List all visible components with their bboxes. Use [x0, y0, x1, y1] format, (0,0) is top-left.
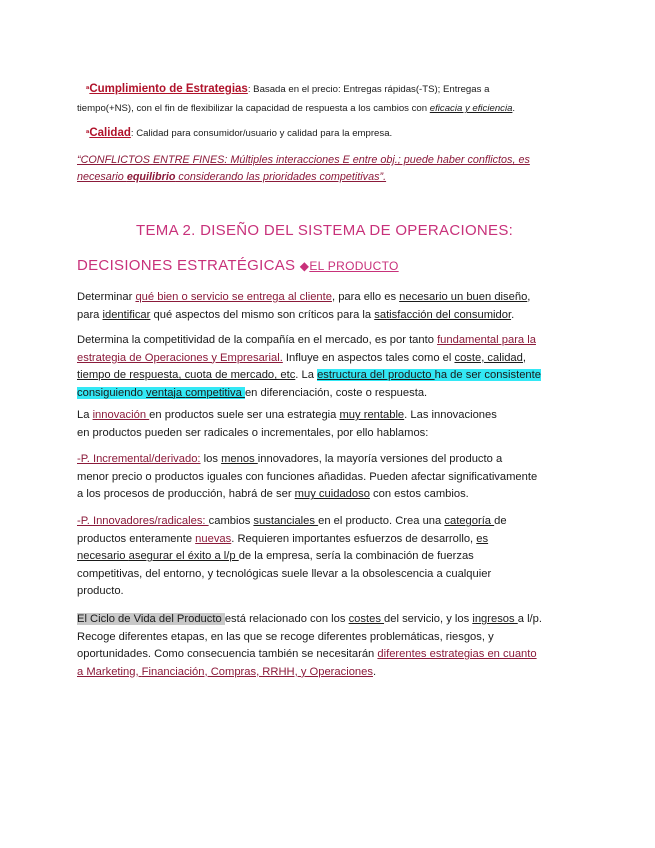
p4-b: los: [200, 453, 222, 465]
p5-line-3: [77, 548, 575, 566]
p5-e: categoría: [444, 515, 495, 527]
estrategias-paragraph: [77, 80, 595, 118]
p6-j: a Marketing,: [77, 665, 142, 678]
p6-line-1: [77, 611, 575, 629]
paragraph-3: [77, 407, 575, 442]
p1-d: necesario un buen diseño: [399, 291, 528, 303]
p5-line-1: [77, 513, 575, 531]
p6-line-4: [77, 664, 575, 682]
p5-o: competitivas, del entorno, y tecnológicas suele llevar a la obsolescencia a cualquier: [77, 567, 492, 580]
p3-line-1: [77, 407, 575, 425]
p6-f: a l/p.: [517, 613, 542, 625]
conflictos-line-2a: necesario: [77, 171, 127, 183]
estrategias-end: .: [512, 103, 516, 114]
p1-f: para: [77, 308, 103, 321]
conflictos-line-1: “CONFLICTOS ENTRE FINES: Múltiples interacciones E entre obj.; puede haber conflictos, es: [77, 154, 530, 166]
p5-m: asegurar el éxito a l/p: [128, 550, 239, 563]
diamond-icon: ◆: [299, 259, 310, 273]
p2-o: .: [424, 386, 428, 399]
p2-line-4: [77, 385, 575, 403]
p3-b: innovación: [92, 409, 150, 421]
p2-m: competitiva: [185, 386, 245, 399]
p5-d: en el producto. Crea una: [318, 515, 445, 527]
calidad-text: : Calidad para consumidor/usuario y calidad para la empresa.: [130, 128, 393, 139]
p4-c: menos: [221, 453, 258, 465]
p1-a: Determinar: [77, 291, 136, 303]
p4-a: -P. Incremental/derivado:: [77, 453, 201, 465]
paragraph-2: [77, 332, 575, 402]
calidad-paragraph: [86, 124, 575, 143]
estrategias-colon: :: [247, 84, 251, 95]
p6-k: Financiación, Compras, RRHH, y Operaciones: [141, 665, 373, 678]
p4-f: a los procesos de producción, habrá de ser: [77, 488, 295, 501]
p4-h: con estos cambios.: [369, 488, 469, 501]
p3-c: en productos suele ser una estrategia: [149, 409, 340, 421]
p5-a: -P. Innovadores/radicales:: [77, 515, 209, 527]
p6-d: del servicio, y los: [384, 613, 473, 625]
p2-c: estrategia de Operaciones y Empresarial.: [77, 351, 283, 364]
p4-g: muy cuidadoso: [294, 488, 370, 501]
p2-line-1: [77, 332, 575, 350]
p5-c: sustanciales: [253, 515, 319, 527]
p5-p: producto.: [77, 585, 124, 598]
tema-title: TEMA 2. DISEÑO DEL SISTEMA DE OPERACIONES:: [136, 222, 514, 239]
p3-line-2: [77, 425, 575, 443]
p5-j: es: [476, 532, 489, 545]
p6-a: El Ciclo de Vida del Producto: [77, 613, 225, 625]
p2-h: estructura del producto: [317, 369, 435, 382]
calidad-bullet: ª: [86, 128, 90, 138]
p2-b: fundamental para la: [437, 334, 536, 346]
paragraph-5: [77, 513, 575, 601]
p1-e: ,: [527, 291, 531, 303]
conflictos-line-2: [77, 169, 575, 186]
p1-b: qué bien o servicio se entrega al cliente: [135, 291, 332, 303]
conflictos-paragraph: [77, 152, 575, 186]
p1-line-2: [77, 307, 575, 325]
estrategias-link: eficacia y eficiencia: [429, 103, 513, 114]
p3-a: La: [77, 409, 93, 421]
p6-line-2: [77, 629, 575, 647]
estrategias-line-2: [77, 99, 595, 118]
paragraph-6: [77, 611, 575, 681]
p4-line-2: [77, 469, 575, 487]
p6-e: ingresos: [472, 613, 518, 625]
p5-g: productos enteramente: [77, 532, 196, 545]
p3-d: muy rentable: [339, 409, 405, 421]
p5-k: necesario: [77, 550, 129, 563]
p5-line-5: [77, 583, 575, 601]
estrategias-title: Cumplimiento de Estrategias: [89, 83, 248, 95]
p6-g: Recoge diferentes etapas, en las que se recoge diferentes problemáticas, riesgos, y: [77, 630, 494, 643]
p6-line-3: [77, 646, 575, 664]
p4-e: menor precio o productos iguales con funciones añadidas. Pueden afectar significativamente: [77, 470, 538, 483]
p4-line-1: [77, 451, 575, 469]
p2-n: en diferenciación, coste o respuesta: [244, 386, 425, 399]
calidad-title: Calidad: [89, 127, 131, 139]
decisiones-label: DECISIONES ESTRATÉGICAS: [77, 257, 300, 274]
decisiones-heading: [77, 257, 399, 274]
p2-k: ventaja: [146, 386, 186, 399]
p2-line-3: [77, 367, 575, 385]
estrategias-text-1: Basada en el precio: Entregas rápidas(-TS); Entregas a: [250, 84, 490, 95]
p5-i: . Requieren importantes esfuerzos de desarrollo,: [231, 532, 477, 545]
p1-j: .: [511, 308, 515, 321]
p5-h: nuevas: [195, 532, 232, 545]
p1-i: satisfacción del consumidor: [374, 308, 512, 321]
p2-g: . La: [295, 369, 318, 382]
estrategias-bullet: ª: [86, 84, 90, 94]
el-producto-link[interactable]: EL PRODUCTO: [309, 259, 399, 273]
p3-e: . Las innovaciones: [404, 409, 497, 421]
p1-line-1: [77, 289, 575, 307]
p5-b: cambios: [208, 515, 254, 527]
paragraph-1: [77, 289, 575, 324]
p5-line-4: [77, 566, 575, 584]
p2-d: Influye en aspectos tales como el: [282, 351, 455, 364]
p1-g: identificar: [102, 308, 151, 321]
conflictos-line-2c: considerando las prioridades competitivas”.: [175, 171, 387, 183]
p5-f: de: [494, 515, 507, 527]
p4-line-3: [77, 486, 575, 504]
p1-h: qué aspectos del mismo son críticos para la: [150, 308, 375, 321]
p2-j: consiguiendo: [77, 386, 147, 399]
p6-c: costes: [348, 613, 385, 625]
p6-h: oportunidades. Como consecuencia también se necesitarán: [77, 648, 378, 661]
p6-l: .: [372, 665, 377, 678]
conflictos-equilibrio: equilibrio: [126, 171, 176, 183]
p6-i: diferentes estrategias en cuanto: [377, 648, 537, 661]
p6-b: está relacionado con los: [224, 613, 349, 625]
p2-e: coste, calidad,: [454, 351, 526, 364]
p4-d: innovadores, la mayoría versiones del producto a: [257, 453, 503, 465]
paragraph-4: [77, 451, 575, 504]
p1-c: , para ello es: [331, 291, 400, 303]
p5-n: de la empresa, sería la combinación de fuerzas: [238, 550, 474, 563]
p5-line-2: [77, 531, 575, 549]
p2-i: ha de ser consistente: [434, 369, 541, 382]
p2-f: tiempo de respuesta, cuota de mercado, etc: [77, 369, 296, 382]
estrategias-line-1: [77, 80, 595, 99]
p2-a: Determina la competitividad de la compañía en el mercado, es por tanto: [77, 334, 438, 346]
p2-line-2: [77, 350, 575, 368]
estrategias-text-2: tiempo(+NS), con el fin de flexibilizar la capacidad de respuesta a los cambios con: [77, 103, 430, 114]
p3-f: en productos pueden ser radicales o incrementales, por ello hablamos:: [77, 426, 429, 439]
